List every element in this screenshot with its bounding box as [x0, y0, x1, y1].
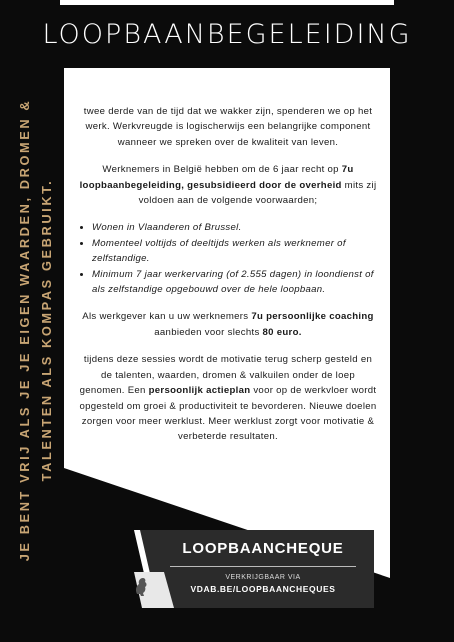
top-accent-strip [60, 0, 394, 5]
rights-text: Werknemers in België hebben om de 6 jaar recht op [102, 164, 342, 176]
sessions-suffix: voor op de werkvloer wordt opgesteld om groei & productiviteit te bevorderen. Nieuwe doelen zorgen voor meer werklust. Meer werklust zorgt voor motivatie & verbeterde resultaten. [79, 385, 377, 443]
conditions-list [78, 220, 378, 297]
flemish-lion-icon [132, 574, 150, 598]
employer-emphasis: 7u persoonlijke coaching [251, 311, 374, 323]
employer-text: Als werkgever kan u uw werknemers [82, 311, 252, 323]
condition-item: • Minimum 7 jaar werkervaring (of 2.555 dagen) in loondienst of als zelfstandige opgebouwd over de hele loopbaan. [92, 267, 378, 298]
sessions-text: tijdens deze sessies wordt de motivatie terug scherp gesteld en de talenten, waarden, dromen & valkuilen onder de loep genomen. Een [79, 354, 373, 397]
rights-suffix: mits zij voldoen aan de volgende voorwaarden; [138, 179, 377, 207]
intro-paragraph: twee derde van de tijd dat we wakker zijn, spenderen we op het werk. Werkvreugde is logischerwijs een belangrijke component wanneer we spreken over de kwaliteit van leven. [83, 106, 373, 148]
rights-emphasis: 7u loopbaanbegeleiding, gesubsidieerd door de overheid [79, 164, 354, 191]
side-quote-line-1: JE BENT VRIJ ALS JE JE EIGEN WAARDEN, DROMEN & [17, 98, 32, 562]
employer-price: 80 euro. [262, 326, 302, 338]
sessions-emphasis: persoonlijk actieplan [148, 385, 251, 397]
cheque-title: LOOPBAANCHEQUE [182, 540, 344, 557]
sessions-paragraph [78, 352, 378, 444]
condition-item: • Momenteel voltijds of deeltijds werken als werknemer of zelfstandige. [92, 236, 378, 267]
cheque-subtitle: VERKRIJGBAAR VIA [225, 574, 301, 581]
side-quote-line-2: TALENTEN ALS KOMPAS GEBRUIKT. [39, 178, 54, 482]
employer-paragraph [78, 309, 378, 340]
article-body [78, 104, 378, 445]
cheque-divider [170, 566, 356, 567]
employer-mid: aanbieden voor slechts [154, 326, 263, 338]
page-title: LOOPBAANBEGELEIDING [42, 19, 412, 50]
rights-paragraph [78, 162, 378, 208]
cheque-url: VDAB.BE/LOOPBAANCHEQUES [190, 584, 336, 594]
condition-item: • Wonen in Vlaanderen of Brussel. [92, 220, 378, 235]
